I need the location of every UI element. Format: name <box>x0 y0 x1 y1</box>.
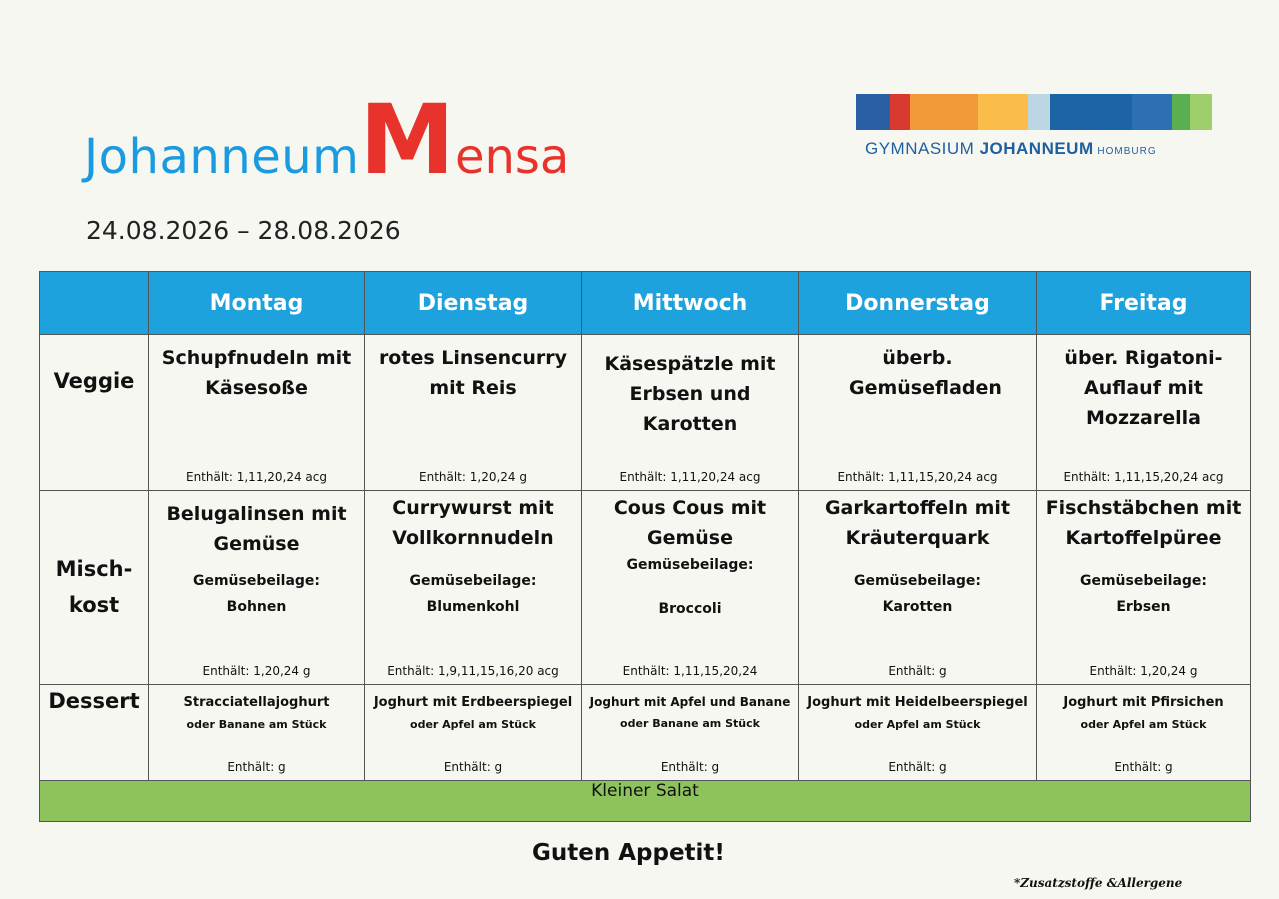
dessert-name: Joghurt mit Erdbeerspiegel <box>373 695 573 710</box>
side-value: Broccoli <box>658 601 722 617</box>
mischkost-cell <box>582 491 799 685</box>
school-logo-bar <box>856 94 1212 130</box>
veggie-cell <box>582 335 799 491</box>
mischkost-cell <box>799 491 1037 685</box>
day-header: Freitag <box>1037 272 1251 335</box>
logo-color-block <box>978 94 1028 130</box>
contains-info: Enthält: g <box>443 760 503 774</box>
dessert-cell <box>582 685 799 781</box>
logo-color-block <box>1190 94 1212 130</box>
dessert-name: Joghurt mit Pfirsichen <box>1063 695 1224 710</box>
side-value: Blumenkohl <box>426 599 520 615</box>
logo-text-small: HOMBURG <box>1093 146 1157 157</box>
dish-name: Belugalinsen mit Gemüse <box>166 503 347 555</box>
salad-row: Kleiner Salat <box>40 781 1251 822</box>
contains-info: Enthält: 1,9,11,15,16,20 acg <box>387 664 559 678</box>
row-label-mischkost <box>40 491 149 685</box>
day-header: Donnerstag <box>799 272 1037 335</box>
side-label: Gemüsebeilage: <box>1079 573 1208 589</box>
contains-info: Enthält: 1,11,20,24 acg <box>185 470 328 484</box>
side-label: Gemüsebeilage: <box>626 557 754 573</box>
contains-info: Enthält: 1,20,24 g <box>419 470 527 484</box>
row-label-dessert: Dessert <box>40 685 149 781</box>
contains-info: Enthält: 1,20,24 g <box>202 664 311 678</box>
dish-name: Currywurst mit Vollkornnudeln <box>392 497 554 549</box>
dessert-cell <box>149 685 365 781</box>
contains-info: Enthält: 1,11,20,24 acg <box>619 470 761 484</box>
header-corner <box>40 272 149 335</box>
logo-color-block <box>1172 94 1190 130</box>
veggie-cell <box>149 335 365 491</box>
dessert-alternative: oder Banane am Stück <box>620 717 760 730</box>
title-ensa: ensa <box>454 129 570 185</box>
dessert-name: Joghurt mit Apfel und Banane <box>589 695 791 709</box>
dessert-name: Stracciatellajoghurt <box>183 695 330 710</box>
dessert-alternative: oder Apfel am Stück <box>1080 718 1207 731</box>
dessert-alternative: oder Apfel am Stück <box>410 718 536 731</box>
row-label-veggie: Veggie <box>40 335 149 491</box>
dessert-cell <box>365 685 582 781</box>
title-m: M <box>359 84 455 196</box>
contains-info: Enthält: g <box>660 760 720 774</box>
logo-color-block <box>890 94 910 130</box>
dish-name: rotes Linsencurry mit Reis <box>378 347 568 399</box>
dish-name: über. Rigatoni-Auflauf mit Mozzarella <box>1064 347 1223 429</box>
dish-name: Käsespätzle mit Erbsen und Karotten <box>604 353 776 435</box>
side-label: Gemüsebeilage: <box>192 573 321 589</box>
dish-name: überb. Gemüsefladen <box>849 347 1002 399</box>
logo-color-block <box>910 94 978 130</box>
contains-info: Enthält: g <box>1114 760 1173 774</box>
allergen-note: *Zusatzstoffe &Allergene <box>1014 876 1183 890</box>
dessert-alternative: oder Banane am Stück <box>186 718 327 731</box>
logo-text-plain: GYMNASIUM <box>865 139 980 158</box>
side-value: Erbsen <box>1116 599 1171 615</box>
side-value: Karotten <box>882 599 953 615</box>
dish-name: Schupfnudeln mit Käsesoße <box>161 347 352 399</box>
school-logo-text <box>865 139 1157 159</box>
logo-color-block <box>1028 94 1050 130</box>
title-johanneum: Johanneum <box>84 129 360 185</box>
veggie-cell <box>799 335 1037 491</box>
contains-info: Enthält: g <box>888 760 947 774</box>
day-header: Dienstag <box>365 272 582 335</box>
menu-table <box>39 271 1251 822</box>
date-range: 24.08.2026 – 28.08.2026 <box>86 216 401 245</box>
dessert-cell <box>1037 685 1251 781</box>
contains-info: Enthält: 1,11,15,20,24 <box>622 664 758 678</box>
dessert-alternative: oder Apfel am Stück <box>854 718 981 731</box>
dish-name: Cous Cous mit Gemüse <box>613 497 767 549</box>
dessert-cell <box>799 685 1037 781</box>
logo-text-bold: JOHANNEUM <box>979 139 1094 158</box>
day-header: Mittwoch <box>582 272 799 335</box>
dessert-name: Joghurt mit Heidelbeerspiegel <box>807 695 1028 710</box>
mensa-title <box>84 84 570 200</box>
mischkost-cell <box>365 491 582 685</box>
mischkost-cell <box>1037 491 1251 685</box>
side-label: Gemüsebeilage: <box>409 573 537 589</box>
contains-info: Enthält: 1,20,24 g <box>1089 664 1198 678</box>
dish-name: Fischstäbchen mit Kartoffelpüree <box>1045 497 1242 549</box>
side-label: Gemüsebeilage: <box>853 573 982 589</box>
day-header: Montag <box>149 272 365 335</box>
contains-info: Enthält: g <box>888 664 947 678</box>
greeting: Guten Appetit! <box>532 840 725 866</box>
mischkost-cell <box>149 491 365 685</box>
contains-info: Enthält: 1,11,15,20,24 acg <box>1063 470 1224 484</box>
contains-info: Enthält: g <box>227 760 286 774</box>
logo-color-block <box>1132 94 1172 130</box>
side-value: Bohnen <box>226 599 287 615</box>
row-label-mischkost-text: Misch- kost <box>55 557 133 617</box>
logo-color-block <box>1050 94 1132 130</box>
veggie-cell <box>365 335 582 491</box>
logo-color-block <box>856 94 890 130</box>
contains-info: Enthält: 1,11,15,20,24 acg <box>837 470 998 484</box>
dish-name: Garkartoffeln mit Kräuterquark <box>824 497 1011 549</box>
veggie-cell <box>1037 335 1251 491</box>
